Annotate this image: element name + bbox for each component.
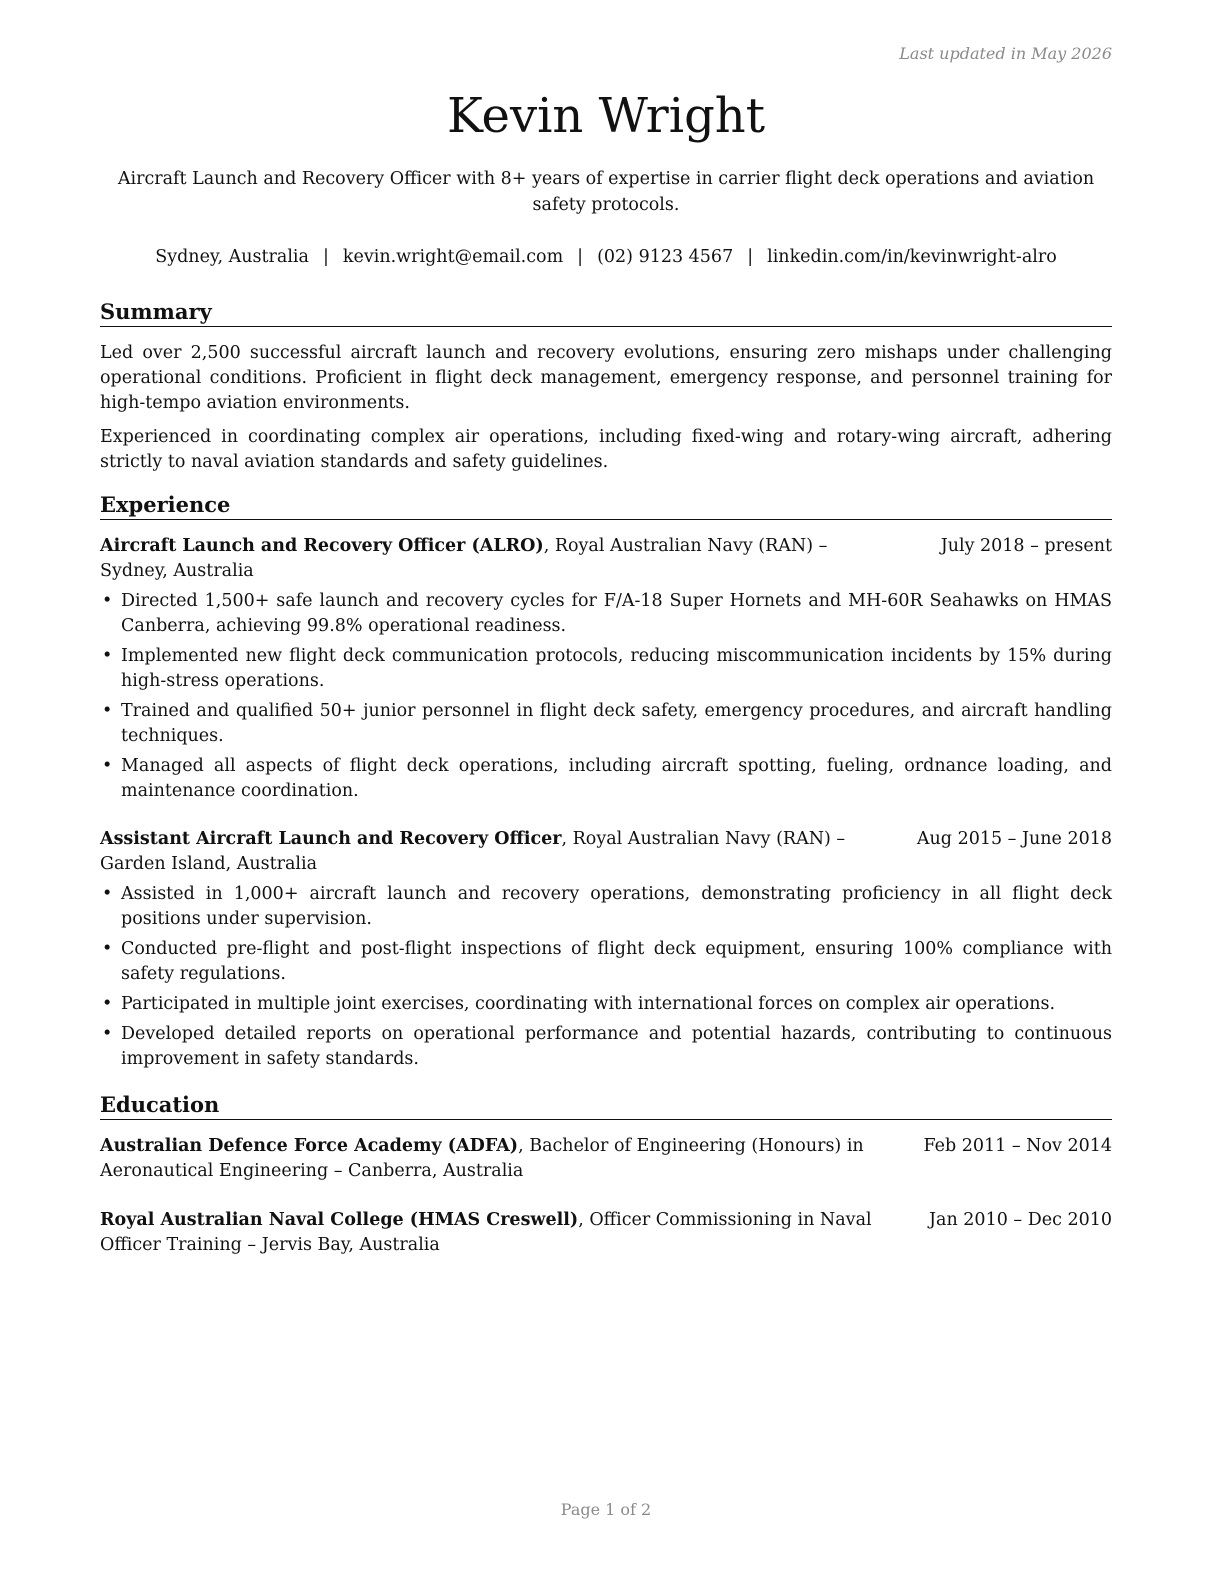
bullet-text: Participated in multiple joint exercises, coordinating with international forces on complex air operations. [121, 994, 1056, 1014]
experience-entry [100, 827, 1112, 1077]
bullet-text: Assisted in 1,000+ aircraft launch and recovery operations, demonstrating proficiency in all flight deck positions under supervision. [121, 884, 1112, 929]
experience-employer: , Royal Australian Navy (RAN) – Sydney, Australia [100, 536, 828, 581]
bullet-text: Developed detailed reports on operational performance and potential hazards, contributing to continuous improvement in safety standards. [121, 1024, 1112, 1069]
experience-bullets [100, 882, 1112, 1072]
list-item [100, 644, 1112, 694]
summary-heading: Summary [100, 298, 1112, 327]
contact-line [100, 244, 1112, 270]
candidate-tagline: Aircraft Launch and Recovery Officer with 8+ years of expertise in carrier flight deck operations and aviation safety protocols. [117, 169, 1095, 215]
contact-phone[interactable]: (02) 9123 4567 [597, 247, 734, 267]
education-institution: Australian Defence Force Academy (ADFA) [100, 1136, 519, 1156]
experience-entry [100, 534, 1112, 809]
bullet-icon: • [102, 701, 113, 721]
education-entry [100, 1208, 1112, 1258]
list-item [100, 1022, 1112, 1072]
experience-entry-title [100, 534, 890, 584]
experience-bullets [100, 589, 1112, 804]
summary-paragraph: Experienced in coordinating complex air operations, including fixed-wing and rotary-wing aircraft, adhering strictly to naval aviation standards and safety guidelines. [100, 427, 1112, 472]
bullet-text: Managed all aspects of flight deck operations, including aircraft spotting, fueling, ordnance loading, and maintenance coordination. [121, 756, 1112, 801]
experience-dates: Aug 2015 – June 2018 [916, 829, 1112, 849]
candidate-name: Kevin Wright [446, 88, 766, 144]
education-degree: , Officer Commissioning in Naval Officer Training – Jervis Bay, Australia [100, 1210, 872, 1255]
bullet-icon: • [102, 994, 113, 1014]
education-dates: Jan 2010 – Dec 2010 [929, 1210, 1112, 1230]
education-degree: , Bachelor of Engineering (Honours) in Aeronautical Engineering – Canberra, Australia [100, 1136, 864, 1181]
education-institution: Royal Australian Naval College (HMAS Creswell) [100, 1210, 579, 1230]
resume-page [100, 0, 1112, 1584]
experience-heading: Experience [100, 491, 1112, 520]
bullet-text: Trained and qualified 50+ junior personnel in flight deck safety, emergency procedures, and aircraft handling techniques. [121, 701, 1112, 746]
contact-separator: | [577, 247, 584, 267]
bullet-icon: • [102, 756, 113, 776]
bullet-icon: • [102, 591, 113, 611]
contact-separator: | [322, 247, 329, 267]
experience-role: Assistant Aircraft Launch and Recovery Officer [100, 829, 562, 849]
bullet-icon: • [102, 939, 113, 959]
contact-location: Sydney, Australia [155, 247, 309, 267]
bullet-text: Directed 1,500+ safe launch and recovery cycles for F/A-18 Super Hornets and MH-60R Seahawks on HMAS Canberra, achieving 99.8% operational readiness. [121, 591, 1112, 636]
last-updated-note: Last updated in May 2026 [899, 44, 1112, 63]
list-item [100, 589, 1112, 639]
bullet-icon: • [102, 1024, 113, 1044]
page-number: Page 1 of 2 [560, 1500, 652, 1519]
contact-separator: | [747, 247, 754, 267]
list-item [100, 937, 1112, 987]
education-entry [100, 1134, 1112, 1184]
education-entry-header [100, 1208, 1112, 1258]
list-item [100, 882, 1112, 932]
education-dates: Feb 2011 – Nov 2014 [923, 1136, 1112, 1156]
summary-paragraph: Led over 2,500 successful aircraft launch and recovery evolutions, ensuring zero mishaps under challenging operational conditions. Proficient in flight deck management, emergency response, and personnel training for high-tempo aviation environments. [100, 343, 1112, 413]
education-entry-header [100, 1134, 1112, 1184]
experience-dates: July 2018 – present [940, 536, 1112, 556]
bullet-text: Conducted pre-flight and post-flight inspections of flight deck equipment, ensuring 100% compliance with safety regulations. [121, 939, 1112, 984]
experience-employer: , Royal Australian Navy (RAN) – Garden Island, Australia [100, 829, 846, 874]
experience-entry-title [100, 827, 890, 877]
contact-email[interactable]: kevin.wright@email.com [342, 247, 564, 267]
education-entry-title [100, 1208, 890, 1258]
education-entry-title [100, 1134, 890, 1184]
list-item [100, 992, 1112, 1017]
experience-role: Aircraft Launch and Recovery Officer (ALRO) [100, 536, 544, 556]
list-item [100, 754, 1112, 804]
bullet-icon: • [102, 646, 113, 666]
education-heading: Education [100, 1091, 1112, 1120]
experience-entry-header [100, 534, 1112, 584]
bullet-text: Implemented new flight deck communication protocols, reducing miscommunication incidents by 15% during high-stress operations. [121, 646, 1112, 691]
list-item [100, 699, 1112, 749]
contact-linkedin[interactable]: linkedin.com/in/kevinwright-alro [767, 247, 1057, 267]
bullet-icon: • [102, 884, 113, 904]
experience-entry-header [100, 827, 1112, 877]
